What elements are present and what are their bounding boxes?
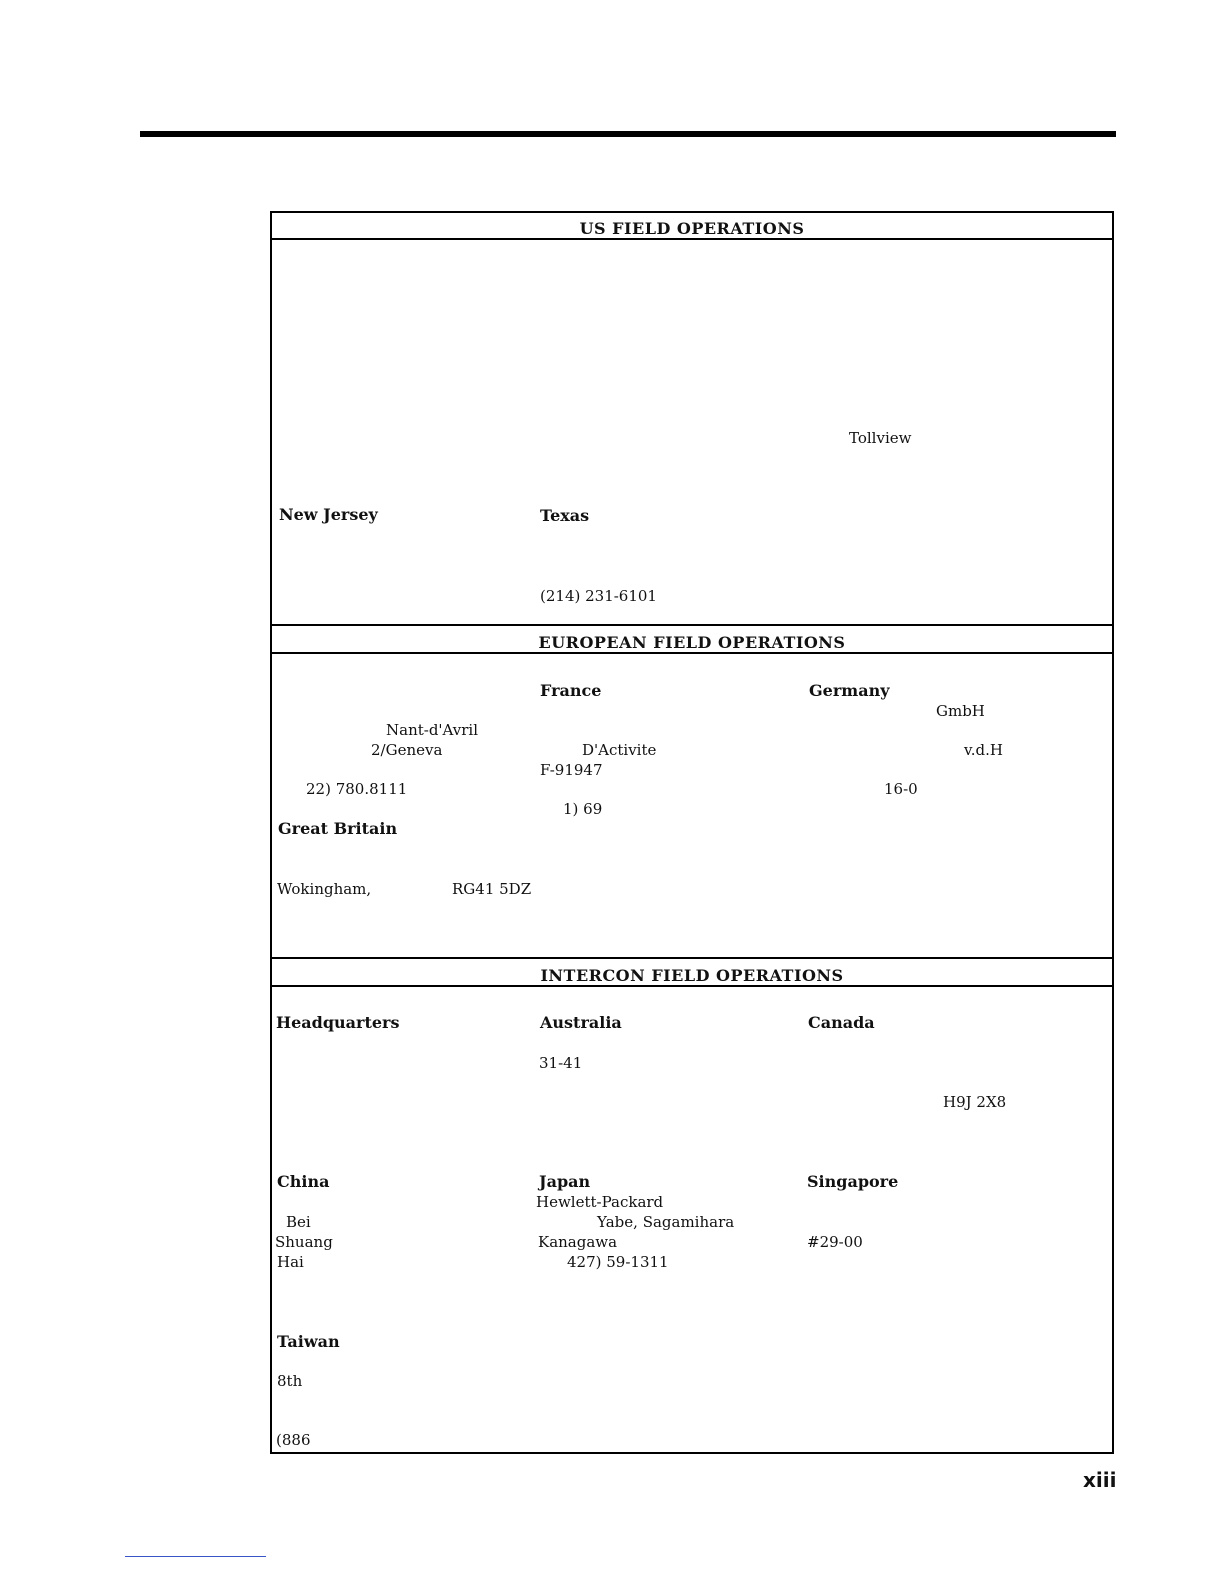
page-number: xiii: [1083, 1468, 1117, 1492]
eu-germany-gmbh: GmbH: [936, 702, 985, 720]
ic-japan-yabe: Yabe, Sagamihara: [597, 1213, 735, 1231]
eu-france-activite: D'Activite: [582, 741, 657, 759]
ic-china-hai: Hai: [277, 1253, 304, 1271]
ic-japan-phone: 427) 59-1311: [567, 1253, 669, 1271]
us-tollview: Tollview: [849, 429, 912, 447]
us-new-jersey-heading: New Jersey: [279, 505, 378, 524]
eu-france-f91947: F-91947: [540, 761, 603, 779]
eu-great-britain-heading: Great Britain: [278, 819, 398, 838]
bottom-link-underline: [125, 1556, 266, 1557]
ic-japan-kanagawa: Kanagawa: [538, 1233, 618, 1251]
ic-china-shuang: Shuang: [275, 1233, 333, 1251]
european-field-operations-title: EUROPEAN FIELD OPERATIONS: [538, 633, 846, 652]
divider: [270, 957, 1114, 959]
eu-wokingham: Wokingham,: [277, 880, 372, 898]
eu-nant-davril: Nant-d'Avril: [386, 721, 479, 739]
us-texas-heading: Texas: [540, 506, 590, 525]
ic-japan-hewlett-packard: Hewlett-Packard: [536, 1193, 664, 1211]
ic-china-heading: China: [277, 1172, 330, 1191]
ic-canada-heading: Canada: [808, 1013, 875, 1032]
ic-australia-31-41: 31-41: [539, 1054, 583, 1072]
ic-australia-heading: Australia: [540, 1013, 622, 1032]
ic-canada-postcode: H9J 2X8: [943, 1093, 1007, 1111]
eu-postcode: RG41 5DZ: [452, 880, 532, 898]
divider: [270, 624, 1114, 626]
ic-taiwan-heading: Taiwan: [277, 1332, 340, 1351]
ic-china-bei: Bei: [286, 1213, 311, 1231]
ic-singapore-2900: #29-00: [807, 1233, 863, 1251]
divider: [270, 985, 1114, 987]
eu-france-heading: France: [540, 681, 602, 700]
top-rule: [140, 131, 1116, 137]
ic-taiwan-886: (886: [276, 1431, 311, 1449]
intercon-field-operations-title: INTERCON FIELD OPERATIONS: [540, 966, 844, 985]
eu-geneva: 2/Geneva: [371, 741, 443, 759]
us-field-operations-title: US FIELD OPERATIONS: [579, 219, 805, 238]
divider: [270, 652, 1114, 654]
ic-japan-heading: Japan: [539, 1172, 591, 1191]
ic-taiwan-8th: 8th: [277, 1372, 303, 1390]
eu-germany-16-0: 16-0: [884, 780, 918, 798]
divider: [270, 238, 1114, 240]
eu-germany-vdh: v.d.H: [964, 741, 1003, 759]
eu-france-phone: 1) 69: [563, 800, 603, 818]
ic-headquarters-heading: Headquarters: [276, 1013, 400, 1032]
eu-geneva-phone: 22) 780.8111: [306, 780, 408, 798]
us-texas-phone: (214) 231-6101: [540, 587, 657, 605]
eu-germany-heading: Germany: [809, 681, 890, 700]
ic-singapore-heading: Singapore: [807, 1172, 899, 1191]
